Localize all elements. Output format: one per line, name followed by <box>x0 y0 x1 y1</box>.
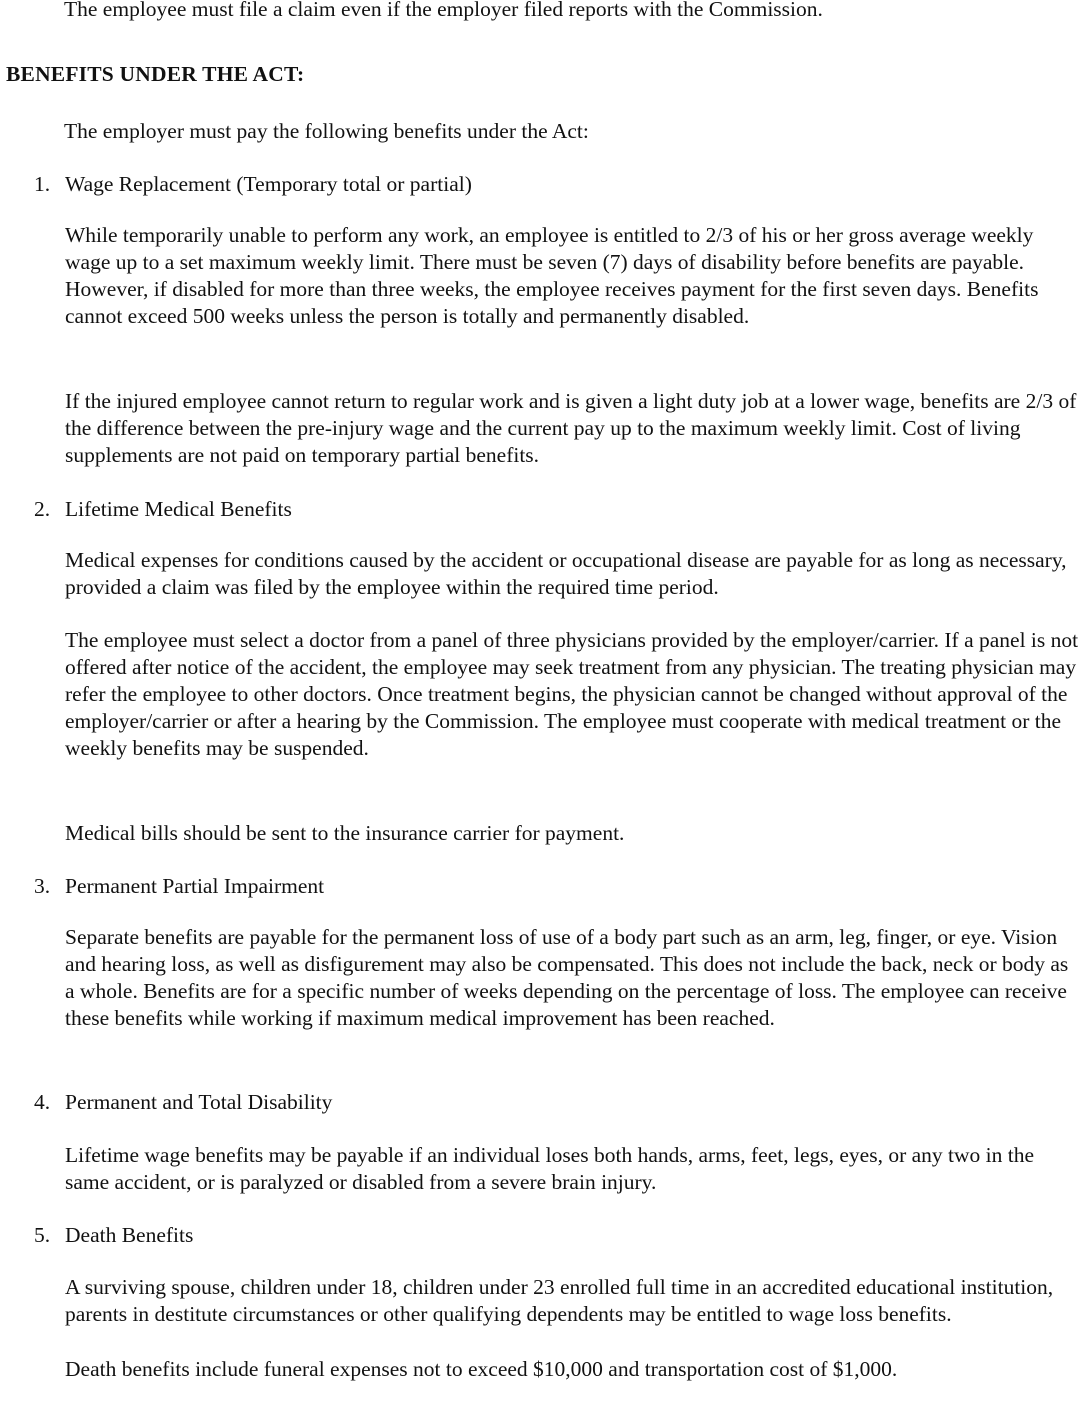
item-title <box>34 1222 193 1249</box>
intro-line: The employee must file a claim even if the employer filed reports with the Commission. <box>64 0 823 21</box>
item-title-text: Permanent Partial Impairment <box>65 874 325 898</box>
item-title <box>34 873 324 900</box>
item-paragraph: While temporarily unable to perform any work, an employee is entitled to 2/3 of his or her gross average weekly wage up to a set maximum weekly limit. There must be seven (7) days of disability before benefits are payable. However, if disabled for more than three weeks, the employee receives payment for the first seven days. Benefits cannot exceed 500 weeks unless the person is totally and permanently disabled. <box>65 223 1039 328</box>
item-paragraph: Lifetime wage benefits may be payable if an individual loses both hands, arms, feet, legs, eyes, or any two in the same accident, or is paralyzed or disabled from a severe brain injury. <box>65 1143 1035 1194</box>
item-title-text: Permanent and Total Disability <box>65 1090 333 1114</box>
item-number: 1. <box>34 172 51 196</box>
item-title-text: Death Benefits <box>65 1223 194 1247</box>
item-paragraph: Medical expenses for conditions caused by the accident or occupational disease are payable for as long as necessary, provided a claim was filed by the employee within the required time period. <box>65 548 1067 599</box>
item-number: 3. <box>34 874 51 898</box>
section-heading: BENEFITS UNDER THE ACT: <box>6 62 305 86</box>
item-title <box>34 496 292 523</box>
item-number: 5. <box>34 1223 51 1247</box>
item-paragraph: Medical bills should be sent to the insurance carrier for payment. <box>65 821 625 845</box>
item-title-text: Wage Replacement (Temporary total or partial) <box>65 172 472 196</box>
item-paragraph: If the injured employee cannot return to regular work and is given a light duty job at a lower wage, benefits are 2/3 of the difference between the pre-injury wage and the current pay up to the maximum weekly limit. Cost of living supplements are not paid on temporary partial benefits. <box>65 389 1077 467</box>
item-paragraph: A surviving spouse, children under 18, children under 23 enrolled full time in an accredited educational institution, parents in destitute circumstances or other qualifying dependents may be entitled to wage loss benefits. <box>65 1275 1054 1326</box>
item-number: 2. <box>34 497 51 521</box>
section-intro: The employer must pay the following benefits under the Act: <box>64 119 589 143</box>
item-paragraph: Separate benefits are payable for the permanent loss of use of a body part such as an arm, leg, finger, or eye. Vision and hearing loss, as well as disfigurement may also be compensated. This does not include the back, neck or body as a whole. Benefits are for a specific number of weeks depending on the percentage of loss. The employee can receive these benefits while working if maximum medical improvement has been reached. <box>65 925 1069 1030</box>
item-paragraph: The employee must select a doctor from a panel of three physicians provided by the employer/carrier. If a panel is not offered after notice of the accident, the employee may seek treatment from any physician. The treating physician may refer the employee to other doctors. Once treatment begins, the physician cannot be changed without approval of the employer/carrier or after a hearing by the Commission. The employee must cooperate with medical treatment or the weekly benefits may be suspended. <box>65 628 1079 760</box>
item-title <box>34 171 472 198</box>
item-paragraph: Death benefits include funeral expenses not to exceed $10,000 and transportation cost of $1,000. <box>65 1357 898 1381</box>
item-title-text: Lifetime Medical Benefits <box>65 497 292 521</box>
item-title <box>34 1089 332 1116</box>
item-number: 4. <box>34 1090 51 1114</box>
